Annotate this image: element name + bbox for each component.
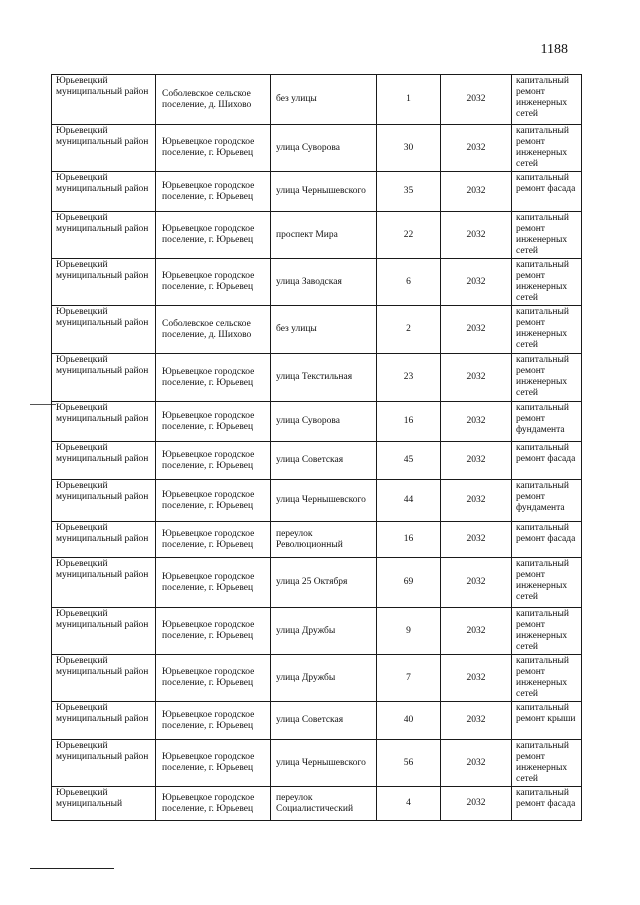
settlement-cell: Юрьевецкое городское поселение, г. Юрьевец bbox=[156, 125, 271, 172]
settlement-cell: Юрьевецкое городское поселение, г. Юрьевец bbox=[156, 787, 271, 821]
district-cell: Юрьевецкий муниципальный район bbox=[52, 259, 156, 306]
table-row bbox=[52, 306, 582, 354]
district-cell: Юрьевецкий муниципальный район bbox=[52, 125, 156, 172]
work-type-cell: капитальный ремонт фасада bbox=[512, 787, 582, 821]
house-number-cell: 23 bbox=[377, 354, 441, 402]
table-row bbox=[52, 608, 582, 655]
settlement-cell: Юрьевецкое городское поселение, г. Юрьевец bbox=[156, 402, 271, 442]
district-cell: Юрьевецкий муниципальный район bbox=[52, 740, 156, 787]
year-cell: 2032 bbox=[441, 212, 512, 259]
house-number-cell: 45 bbox=[377, 442, 441, 480]
street-cell: улица Заводская bbox=[271, 259, 377, 306]
year-cell: 2032 bbox=[441, 75, 512, 125]
settlement-cell: Юрьевецкое городское поселение, г. Юрьевец bbox=[156, 354, 271, 402]
settlement-cell: Юрьевецкое городское поселение, г. Юрьевец bbox=[156, 740, 271, 787]
street-cell: улица Советская bbox=[271, 702, 377, 740]
settlement-cell: Соболевское сельское поселение, д. Шихово bbox=[156, 306, 271, 354]
year-cell: 2032 bbox=[441, 259, 512, 306]
district-cell: Юрьевецкий муниципальный район bbox=[52, 655, 156, 702]
house-number-cell: 7 bbox=[377, 655, 441, 702]
district-cell: Юрьевецкий муниципальный район bbox=[52, 402, 156, 442]
house-number-cell: 35 bbox=[377, 172, 441, 212]
year-cell: 2032 bbox=[441, 787, 512, 821]
street-cell: без улицы bbox=[271, 306, 377, 354]
house-number-cell: 30 bbox=[377, 125, 441, 172]
table-row bbox=[52, 212, 582, 259]
year-cell: 2032 bbox=[441, 558, 512, 608]
district-cell: Юрьевецкий муниципальный район bbox=[52, 172, 156, 212]
street-cell: улица Суворова bbox=[271, 402, 377, 442]
street-cell: улица Чернышевского bbox=[271, 740, 377, 787]
district-cell: Юрьевецкий муниципальный bbox=[52, 787, 156, 821]
table-row bbox=[52, 125, 582, 172]
year-cell: 2032 bbox=[441, 480, 512, 522]
work-type-cell: капитальный ремонт инженерных сетей bbox=[512, 125, 582, 172]
house-number-cell: 4 bbox=[377, 787, 441, 821]
table-row bbox=[52, 354, 582, 402]
table-body bbox=[52, 75, 582, 821]
street-cell: улица 25 Октября bbox=[271, 558, 377, 608]
settlement-cell: Юрьевецкое городское поселение, г. Юрьевец bbox=[156, 212, 271, 259]
house-number-cell: 44 bbox=[377, 480, 441, 522]
table-row bbox=[52, 259, 582, 306]
table-row bbox=[52, 787, 582, 821]
street-cell: улица Чернышевского bbox=[271, 172, 377, 212]
work-type-cell: капитальный ремонт фасада bbox=[512, 172, 582, 212]
year-cell: 2032 bbox=[441, 125, 512, 172]
year-cell: 2032 bbox=[441, 442, 512, 480]
street-cell: улица Суворова bbox=[271, 125, 377, 172]
table-row bbox=[52, 655, 582, 702]
work-type-cell: капитальный ремонт инженерных сетей bbox=[512, 306, 582, 354]
district-cell: Юрьевецкий муниципальный район bbox=[52, 558, 156, 608]
district-cell: Юрьевецкий муниципальный район bbox=[52, 702, 156, 740]
table-row bbox=[52, 402, 582, 442]
settlement-cell: Юрьевецкое городское поселение, г. Юрьевец bbox=[156, 172, 271, 212]
settlement-cell: Юрьевецкое городское поселение, г. Юрьевец bbox=[156, 558, 271, 608]
page-number: 1188 bbox=[540, 42, 568, 57]
street-cell: улица Дружбы bbox=[271, 655, 377, 702]
work-type-cell: капитальный ремонт инженерных сетей bbox=[512, 655, 582, 702]
house-number-cell: 1 bbox=[377, 75, 441, 125]
settlement-cell: Юрьевецкое городское поселение, г. Юрьевец bbox=[156, 608, 271, 655]
house-number-cell: 22 bbox=[377, 212, 441, 259]
table-row bbox=[52, 442, 582, 480]
year-cell: 2032 bbox=[441, 402, 512, 442]
work-type-cell: капитальный ремонт инженерных сетей bbox=[512, 608, 582, 655]
district-cell: Юрьевецкий муниципальный район bbox=[52, 212, 156, 259]
street-cell: без улицы bbox=[271, 75, 377, 125]
work-type-cell: капитальный ремонт инженерных сетей bbox=[512, 740, 582, 787]
settlement-cell: Юрьевецкое городское поселение, г. Юрьевец bbox=[156, 442, 271, 480]
street-cell: переулок Революционный bbox=[271, 522, 377, 558]
house-number-cell: 69 bbox=[377, 558, 441, 608]
street-cell: улица Чернышевского bbox=[271, 480, 377, 522]
street-cell: проспект Мира bbox=[271, 212, 377, 259]
settlement-cell: Соболевское сельское поселение, д. Шихово bbox=[156, 75, 271, 125]
year-cell: 2032 bbox=[441, 655, 512, 702]
district-cell: Юрьевецкий муниципальный район bbox=[52, 354, 156, 402]
table-row bbox=[52, 702, 582, 740]
work-type-cell: капитальный ремонт крыши bbox=[512, 702, 582, 740]
table-row bbox=[52, 740, 582, 787]
work-type-cell: капитальный ремонт фасада bbox=[512, 442, 582, 480]
work-type-cell: капитальный ремонт инженерных сетей bbox=[512, 212, 582, 259]
settlement-cell: Юрьевецкое городское поселение, г. Юрьевец bbox=[156, 480, 271, 522]
table-row bbox=[52, 172, 582, 212]
work-type-cell: капитальный ремонт фундамента bbox=[512, 402, 582, 442]
district-cell: Юрьевецкий муниципальный район bbox=[52, 306, 156, 354]
work-type-cell: капитальный ремонт инженерных сетей bbox=[512, 558, 582, 608]
work-type-cell: капитальный ремонт инженерных сетей bbox=[512, 354, 582, 402]
year-cell: 2032 bbox=[441, 306, 512, 354]
year-cell: 2032 bbox=[441, 522, 512, 558]
street-cell: переулок Социалистический bbox=[271, 787, 377, 821]
work-type-cell: капитальный ремонт фундамента bbox=[512, 480, 582, 522]
district-cell: Юрьевецкий муниципальный район bbox=[52, 608, 156, 655]
year-cell: 2032 bbox=[441, 740, 512, 787]
table-row bbox=[52, 522, 582, 558]
year-cell: 2032 bbox=[441, 172, 512, 212]
house-number-cell: 9 bbox=[377, 608, 441, 655]
street-cell: улица Советская bbox=[271, 442, 377, 480]
house-number-cell: 2 bbox=[377, 306, 441, 354]
district-cell: Юрьевецкий муниципальный район bbox=[52, 522, 156, 558]
house-number-cell: 6 bbox=[377, 259, 441, 306]
footnote-separator bbox=[30, 868, 114, 869]
work-type-cell: капитальный ремонт инженерных сетей bbox=[512, 259, 582, 306]
work-type-cell: капитальный ремонт инженерных сетей bbox=[512, 75, 582, 125]
year-cell: 2032 bbox=[441, 608, 512, 655]
house-number-cell: 16 bbox=[377, 402, 441, 442]
work-type-cell: капитальный ремонт фасада bbox=[512, 522, 582, 558]
year-cell: 2032 bbox=[441, 702, 512, 740]
district-cell: Юрьевецкий муниципальный район bbox=[52, 442, 156, 480]
settlement-cell: Юрьевецкое городское поселение, г. Юрьевец bbox=[156, 522, 271, 558]
street-cell: улица Текстильная bbox=[271, 354, 377, 402]
house-number-cell: 16 bbox=[377, 522, 441, 558]
house-number-cell: 56 bbox=[377, 740, 441, 787]
district-cell: Юрьевецкий муниципальный район bbox=[52, 75, 156, 125]
year-cell: 2032 bbox=[441, 354, 512, 402]
district-cell: Юрьевецкий муниципальный район bbox=[52, 480, 156, 522]
repair-schedule-table bbox=[51, 74, 582, 821]
table-row bbox=[52, 75, 582, 125]
settlement-cell: Юрьевецкое городское поселение, г. Юрьевец bbox=[156, 259, 271, 306]
settlement-cell: Юрьевецкое городское поселение, г. Юрьевец bbox=[156, 702, 271, 740]
settlement-cell: Юрьевецкое городское поселение, г. Юрьевец bbox=[156, 655, 271, 702]
street-cell: улица Дружбы bbox=[271, 608, 377, 655]
table-row bbox=[52, 480, 582, 522]
house-number-cell: 40 bbox=[377, 702, 441, 740]
table-row bbox=[52, 558, 582, 608]
